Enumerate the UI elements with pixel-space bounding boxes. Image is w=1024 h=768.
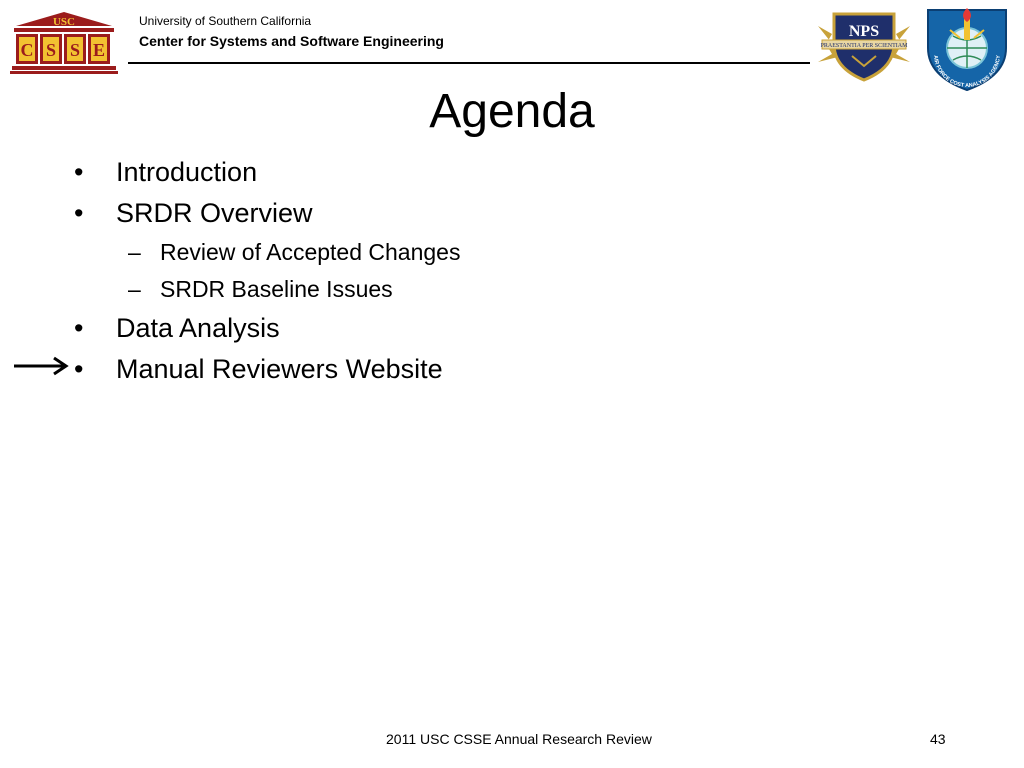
nps-logo: [812, 4, 916, 84]
nps-letters: NPS: [848, 23, 880, 40]
usc-csse-logo: [8, 10, 120, 74]
agenda-item-label: Manual Reviewers Website: [116, 354, 443, 384]
logo-usc-text: USC: [52, 16, 76, 28]
bullet-marker: •: [74, 157, 84, 187]
dash-marker: –: [128, 276, 141, 302]
agenda-subitem-baseline-issues: [128, 275, 393, 303]
agenda-item-label: Data Analysis: [116, 313, 280, 343]
header-divider: [128, 62, 810, 64]
logo-letter: S: [45, 40, 57, 60]
org-university-name: University of Southern California: [139, 14, 312, 28]
org-center-name: Center for Systems and Software Engineering: [139, 33, 444, 49]
logo-letter: S: [69, 40, 81, 60]
afcaa-name: AIR FORCE COST ANALYSIS AGENCY: [931, 54, 1003, 90]
agenda-item-label: SRDR Overview: [116, 198, 313, 228]
agenda-item-label: Review of Accepted Changes: [160, 239, 461, 265]
bullet-marker: •: [74, 313, 84, 343]
agenda-subitem-review-changes: [128, 238, 460, 266]
logo-letter: E: [92, 40, 106, 60]
page-number: 43: [930, 731, 946, 747]
afcaa-logo: [920, 4, 1014, 92]
current-item-arrow-icon: [14, 356, 74, 376]
bullet-marker: •: [74, 198, 84, 228]
agenda-item-label: Introduction: [116, 157, 258, 187]
nps-motto: PRAESTANTIA PER SCIENTIAM: [820, 43, 908, 49]
agenda-item-introduction: [74, 156, 257, 188]
agenda-item-srdr-overview: [74, 197, 313, 229]
agenda-item-label: SRDR Baseline Issues: [160, 276, 393, 302]
bullet-marker: •: [74, 354, 84, 384]
footer-text: 2011 USC CSSE Annual Research Review: [386, 731, 652, 747]
agenda-item-manual-reviewers-website: [74, 353, 443, 385]
dash-marker: –: [128, 239, 141, 265]
logo-letter: C: [20, 40, 34, 60]
agenda-item-data-analysis: [74, 312, 280, 344]
page-title: Agenda: [429, 85, 595, 138]
